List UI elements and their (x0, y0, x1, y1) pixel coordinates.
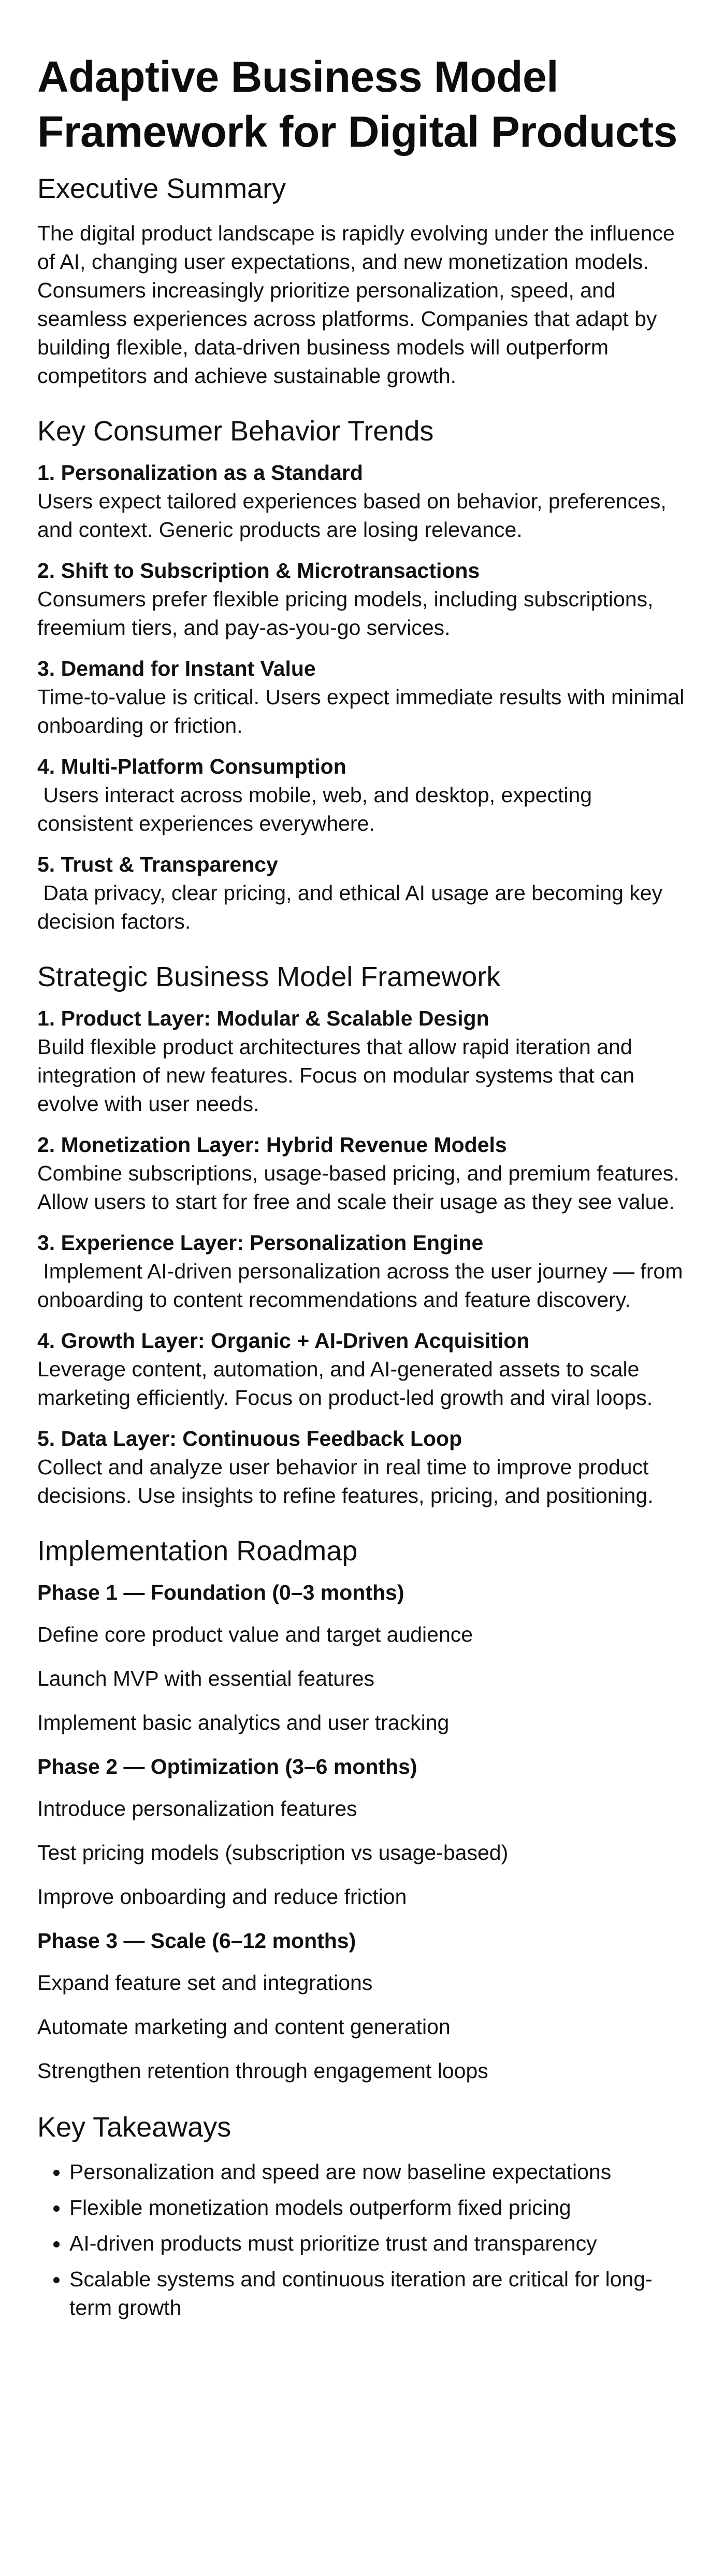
trend-item-body: Time-to-value is critical. Users expect immediate results with minimal onboarding or friction. (37, 685, 690, 737)
framework-item-title: 5. Data Layer: Continuous Feedback Loop (37, 1427, 462, 1450)
framework-item (37, 1425, 688, 1510)
phase-step: Automate marketing and content generation (37, 2015, 451, 2039)
trend-item-title: 2. Shift to Subscription & Microtransactions (37, 559, 480, 582)
framework-heading: Strategic Business Model Framework (37, 961, 501, 992)
phase-title: Phase 1 — Foundation (0–3 months) (37, 1581, 404, 1604)
framework-item (37, 1327, 688, 1412)
roadmap-phase (37, 1753, 688, 1911)
page-title: Adaptive Business Model Framework for Digital Products (37, 52, 677, 156)
phase-step: Test pricing models (subscription vs usage-based) (37, 1841, 509, 1865)
framework-item-body: Collect and analyze user behavior in real time to improve product decisions. Use insights to refine features, pricing, and positioning. (37, 1455, 655, 1507)
framework-item (37, 1004, 688, 1118)
takeaways-heading: Key Takeaways (37, 2112, 231, 2143)
trend-item-body: Consumers prefer flexible pricing models, including subscriptions, freemium tiers, and pay-as-you-go services. (37, 587, 659, 639)
phase-step: Improve onboarding and reduce friction (37, 1885, 407, 1909)
trend-item-body: Data privacy, clear pricing, and ethical AI usage are becoming key decision factors. (37, 881, 669, 933)
executive-summary-text: The digital product landscape is rapidly evolving under the influence of AI, changing user expectations, and new monetization models. Consumers increasingly prioritize personalization, speed, and seamless experiences across platforms. Companies that adapt by building flexible, data-driven business models will outperform competitors and achieve sustainable growth. (37, 221, 675, 388)
phase-title: Phase 2 — Optimization (3–6 months) (37, 1755, 417, 1778)
roadmap-phases (37, 1578, 688, 2085)
trend-item-title: 1. Personalization as a Standard (37, 461, 363, 485)
phase-step: Introduce personalization features (37, 1797, 357, 1820)
trend-item-title: 3. Demand for Instant Value (37, 657, 316, 680)
framework-item-title: 3. Experience Layer: Personalization Engine (37, 1231, 484, 1255)
roadmap-heading: Implementation Roadmap (37, 1535, 358, 1567)
trend-item (37, 459, 688, 544)
trend-item (37, 557, 688, 642)
phase-step: Implement basic analytics and user tracking (37, 1711, 450, 1734)
trend-item-title: 5. Trust & Transparency (37, 852, 278, 876)
framework-item (37, 1229, 688, 1314)
phase-step: Launch MVP with essential features (37, 1667, 375, 1690)
framework-item (37, 1131, 688, 1216)
phase-title: Phase 3 — Scale (6–12 months) (37, 1929, 356, 1953)
framework-list (37, 1004, 688, 1510)
trends-heading: Key Consumer Behavior Trends (37, 416, 434, 447)
trend-item (37, 654, 688, 740)
roadmap-phase (37, 1578, 688, 1737)
framework-item-title: 2. Monetization Layer: Hybrid Revenue Models (37, 1133, 507, 1157)
takeaway-item: • Flexible monetization models outperform fixed pricing (69, 2194, 688, 2222)
takeaways-list (37, 2158, 688, 2322)
takeaway-item: • AI-driven products must prioritize trust and transparency (69, 2229, 688, 2258)
takeaway-item: • Scalable systems and continuous iteration are critical for long-term growth (69, 2265, 688, 2322)
framework-item-body: Leverage content, automation, and AI-generated assets to scale marketing efficiently. Focus on product-led growth and viral loops. (37, 1357, 653, 1410)
trends-list (37, 459, 688, 936)
phase-step: Define core product value and target audience (37, 1623, 473, 1646)
framework-item-title: 4. Growth Layer: Organic + AI-Driven Acquisition (37, 1329, 530, 1353)
framework-item-title: 1. Product Layer: Modular & Scalable Design (37, 1006, 489, 1030)
framework-item-body: Combine subscriptions, usage-based pricing, and premium features. Allow users to start for free and scale their usage as they see value. (37, 1161, 684, 1214)
trend-item-body: Users interact across mobile, web, and desktop, expecting consistent experiences everywhere. (37, 783, 598, 835)
takeaway-item: • Personalization and speed are now baseline expectations (69, 2158, 688, 2186)
phase-step: Expand feature set and integrations (37, 1971, 373, 1995)
phase-step: Strengthen retention through engagement loops (37, 2059, 488, 2083)
trend-item-body: Users expect tailored experiences based on behavior, preferences, and context. Generic products are losing relevance. (37, 489, 673, 542)
framework-item-body: Build flexible product architectures that allow rapid iteration and integration of new features. Focus on modular systems that can evolve with user needs. (37, 1035, 641, 1116)
executive-summary-heading: Executive Summary (37, 173, 286, 204)
roadmap-phase (37, 1927, 688, 2085)
framework-item-body: Implement AI-driven personalization across the user journey — from onboarding to content recommendations and feature discovery. (37, 1259, 689, 1312)
trend-item (37, 752, 688, 838)
trend-item (37, 850, 688, 936)
trend-item-title: 4. Multi-Platform Consumption (37, 755, 346, 778)
